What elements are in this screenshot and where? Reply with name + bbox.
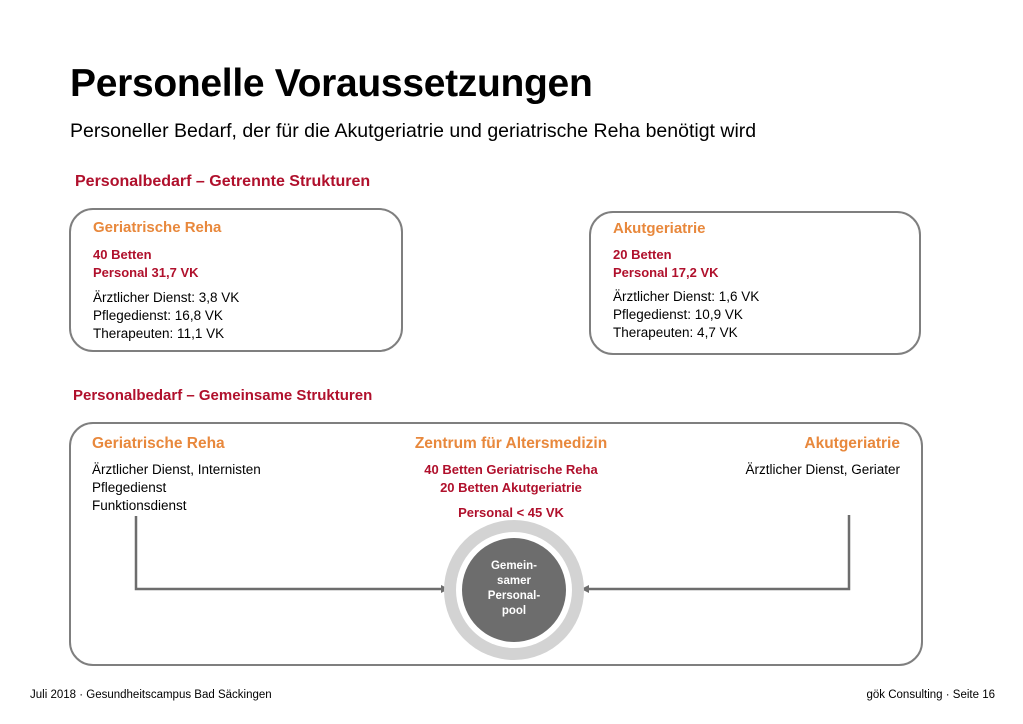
pool-line-2: samer bbox=[497, 575, 531, 587]
shared-reha-line-2: Pflegedienst bbox=[92, 480, 167, 495]
reha-line-therapists: Therapeuten: 11,1 VK bbox=[93, 326, 225, 341]
page-title: Personelle Voraussetzungen bbox=[70, 62, 593, 105]
reha-heading: Geriatrische Reha bbox=[93, 219, 222, 236]
footer-left: Juli 2018 · Gesundheitscampus Bad Säckingen bbox=[30, 689, 272, 701]
akut-line-therapists: Therapeuten: 4,7 VK bbox=[613, 325, 738, 340]
section-title-shared: Personalbedarf – Gemeinsame Strukturen bbox=[73, 387, 373, 404]
center-heading: Zentrum für Altersmedizin bbox=[414, 435, 608, 452]
center-beds-akut: 20 Betten Akutgeriatrie bbox=[440, 480, 582, 495]
pool-label bbox=[464, 559, 564, 619]
shared-reha-heading: Geriatrische Reha bbox=[92, 435, 225, 452]
akut-line-nursing: Pflegedienst: 10,9 VK bbox=[613, 307, 743, 322]
reha-staff: Personal 31,7 VK bbox=[93, 265, 199, 280]
reha-beds: 40 Betten bbox=[93, 247, 152, 262]
section-title-separate: Personalbedarf – Getrennte Strukturen bbox=[75, 173, 371, 190]
center-staff: Personal < 45 VK bbox=[458, 505, 564, 520]
akut-line-doctors: Ärztlicher Dienst: 1,6 VK bbox=[613, 289, 760, 304]
page-subtitle: Personeller Bedarf, der für die Akutgeriatrie und geriatrische Reha benötigt wird bbox=[70, 120, 757, 142]
right-arrow bbox=[582, 515, 849, 589]
shared-reha-line-3: Funktionsdienst bbox=[92, 498, 187, 513]
center-beds-reha: 40 Betten Geriatrische Reha bbox=[424, 462, 598, 477]
pool-line-1: Gemein- bbox=[490, 560, 537, 572]
akut-beds: 20 Betten bbox=[613, 247, 672, 262]
footer-right: gök Consulting · Seite 16 bbox=[866, 689, 995, 701]
akut-heading: Akutgeriatrie bbox=[613, 220, 706, 237]
shared-akut-line-1: Ärztlicher Dienst, Geriater bbox=[745, 462, 900, 477]
shared-reha-list bbox=[92, 461, 261, 515]
shared-reha-line-1: Ärztlicher Dienst, Internisten bbox=[92, 462, 261, 477]
pool-line-3: Personal- bbox=[487, 590, 541, 602]
pool-line-4: pool bbox=[501, 605, 527, 617]
shared-akut-heading: Akutgeriatrie bbox=[804, 435, 900, 452]
left-arrow bbox=[136, 516, 448, 589]
reha-line-nursing: Pflegedienst: 16,8 VK bbox=[93, 308, 223, 323]
akut-staff: Personal 17,2 VK bbox=[613, 265, 719, 280]
reha-line-doctors: Ärztlicher Dienst: 3,8 VK bbox=[93, 290, 240, 305]
